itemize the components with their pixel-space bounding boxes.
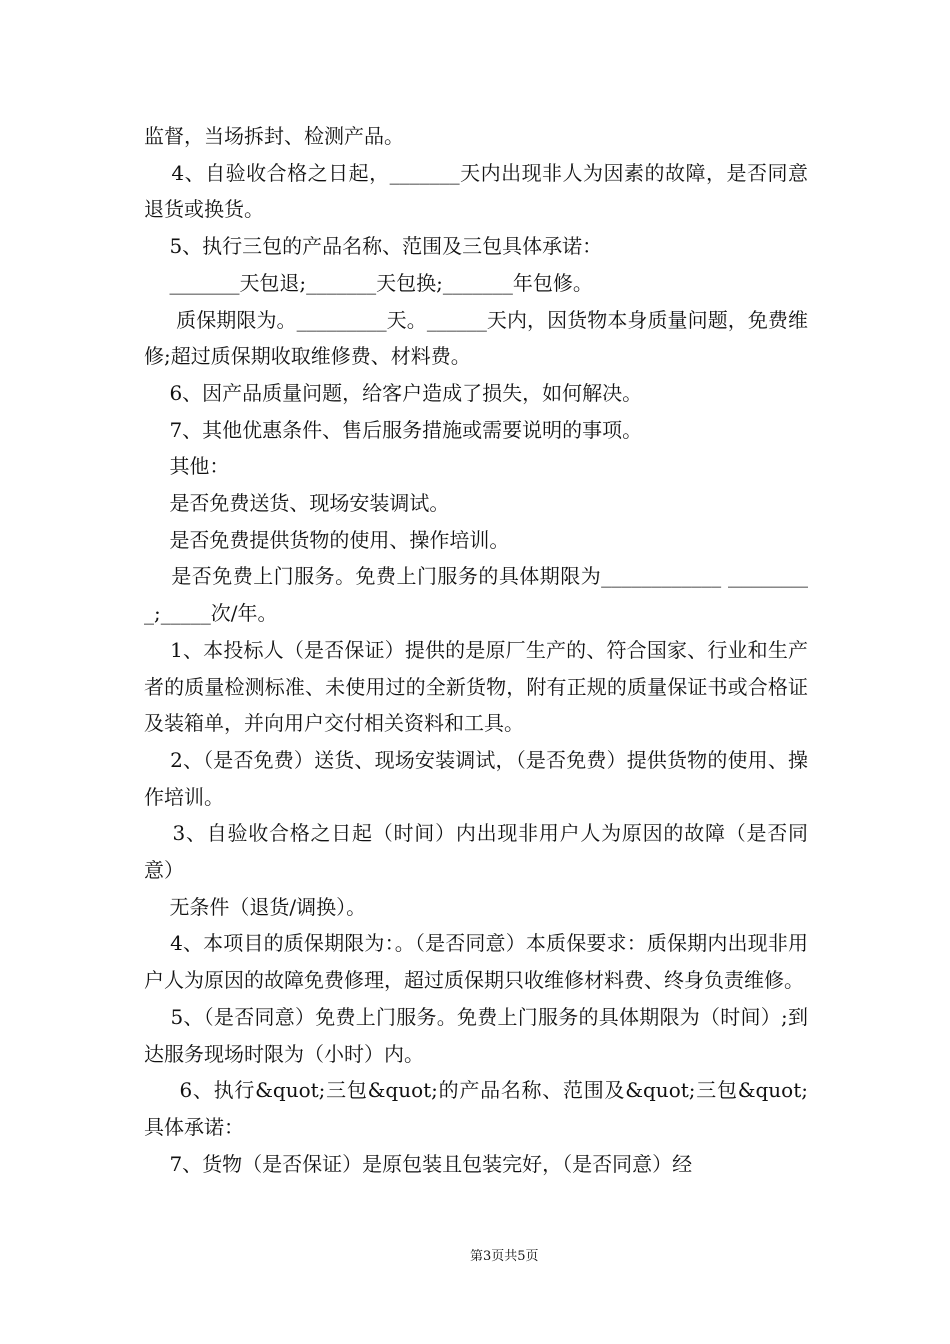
paragraph: 质保期限为。_________天。______天内，因货物本身质量问题，免费维修;超过质保期收取维修费、材料费。 bbox=[144, 307, 808, 369]
page-number-footer: 第3页共5页 bbox=[470, 1249, 539, 1264]
paragraph: 7、其他优惠条件、售后服务措施或需要说明的事项。 bbox=[144, 417, 643, 442]
paragraph: 2、（是否免费）送货、现场安装调试，（是否免费）提供货物的使用、操作培训。 bbox=[144, 747, 808, 809]
document-body bbox=[144, 118, 808, 1182]
paragraph: _______天包退;_______天包换;_______年包修。 bbox=[144, 270, 593, 295]
paragraph: 监督，当场拆封、检测产品。 bbox=[144, 124, 404, 148]
paragraph: 5、执行三包的产品名称、范围及三包具体承诺： bbox=[144, 234, 603, 259]
paragraph: 7、货物（是否保证）是原包装且包装完好，（是否同意）经 bbox=[144, 1151, 693, 1176]
paragraph: 3、自验收合格之日起（时间）内出现非用户人为原因的故障（是否同意） bbox=[144, 821, 808, 883]
paragraph: 是否免费上门服务。免费上门服务的具体期限为____________ _________;_____次/年。 bbox=[144, 564, 808, 626]
paragraph: 是否免费送货、现场安装调试。 bbox=[144, 491, 450, 516]
paragraph: 无条件（退货/调换）。 bbox=[144, 894, 367, 919]
paragraph: 5、（是否同意）免费上门服务。免费上门服务的具体期限为（时间）;到达服务现场时限为（小时）内。 bbox=[144, 1004, 808, 1066]
paragraph: 是否免费提供货物的使用、操作培训。 bbox=[144, 527, 510, 552]
paragraph: 4、自验收合格之日起，_______天内出现非人为因素的故障，是否同意退货或换货。 bbox=[144, 160, 808, 222]
paragraph: 6、因产品质量问题，给客户造成了损失，如何解决。 bbox=[144, 380, 643, 405]
paragraph: 6、执行&quot;三包&quot;的产品名称、范围及&quot;三包&quot;具体承诺： bbox=[144, 1078, 809, 1139]
paragraph: 1、本投标人（是否保证）提供的是原厂生产的、符合国家、行业和生产者的质量检测标准、未使用过的全新货物，附有正规的质量保证书或合格证及装箱单，并向用户交付相关资料和工具。 bbox=[144, 637, 808, 736]
paragraph: 其他： bbox=[144, 454, 230, 479]
paragraph: 4、本项目的质保期限为：。（是否同意）本质保要求：质保期内出现非用户人为原因的故障免费修理，超过质保期只收维修材料费、终身负责维修。 bbox=[144, 931, 808, 993]
